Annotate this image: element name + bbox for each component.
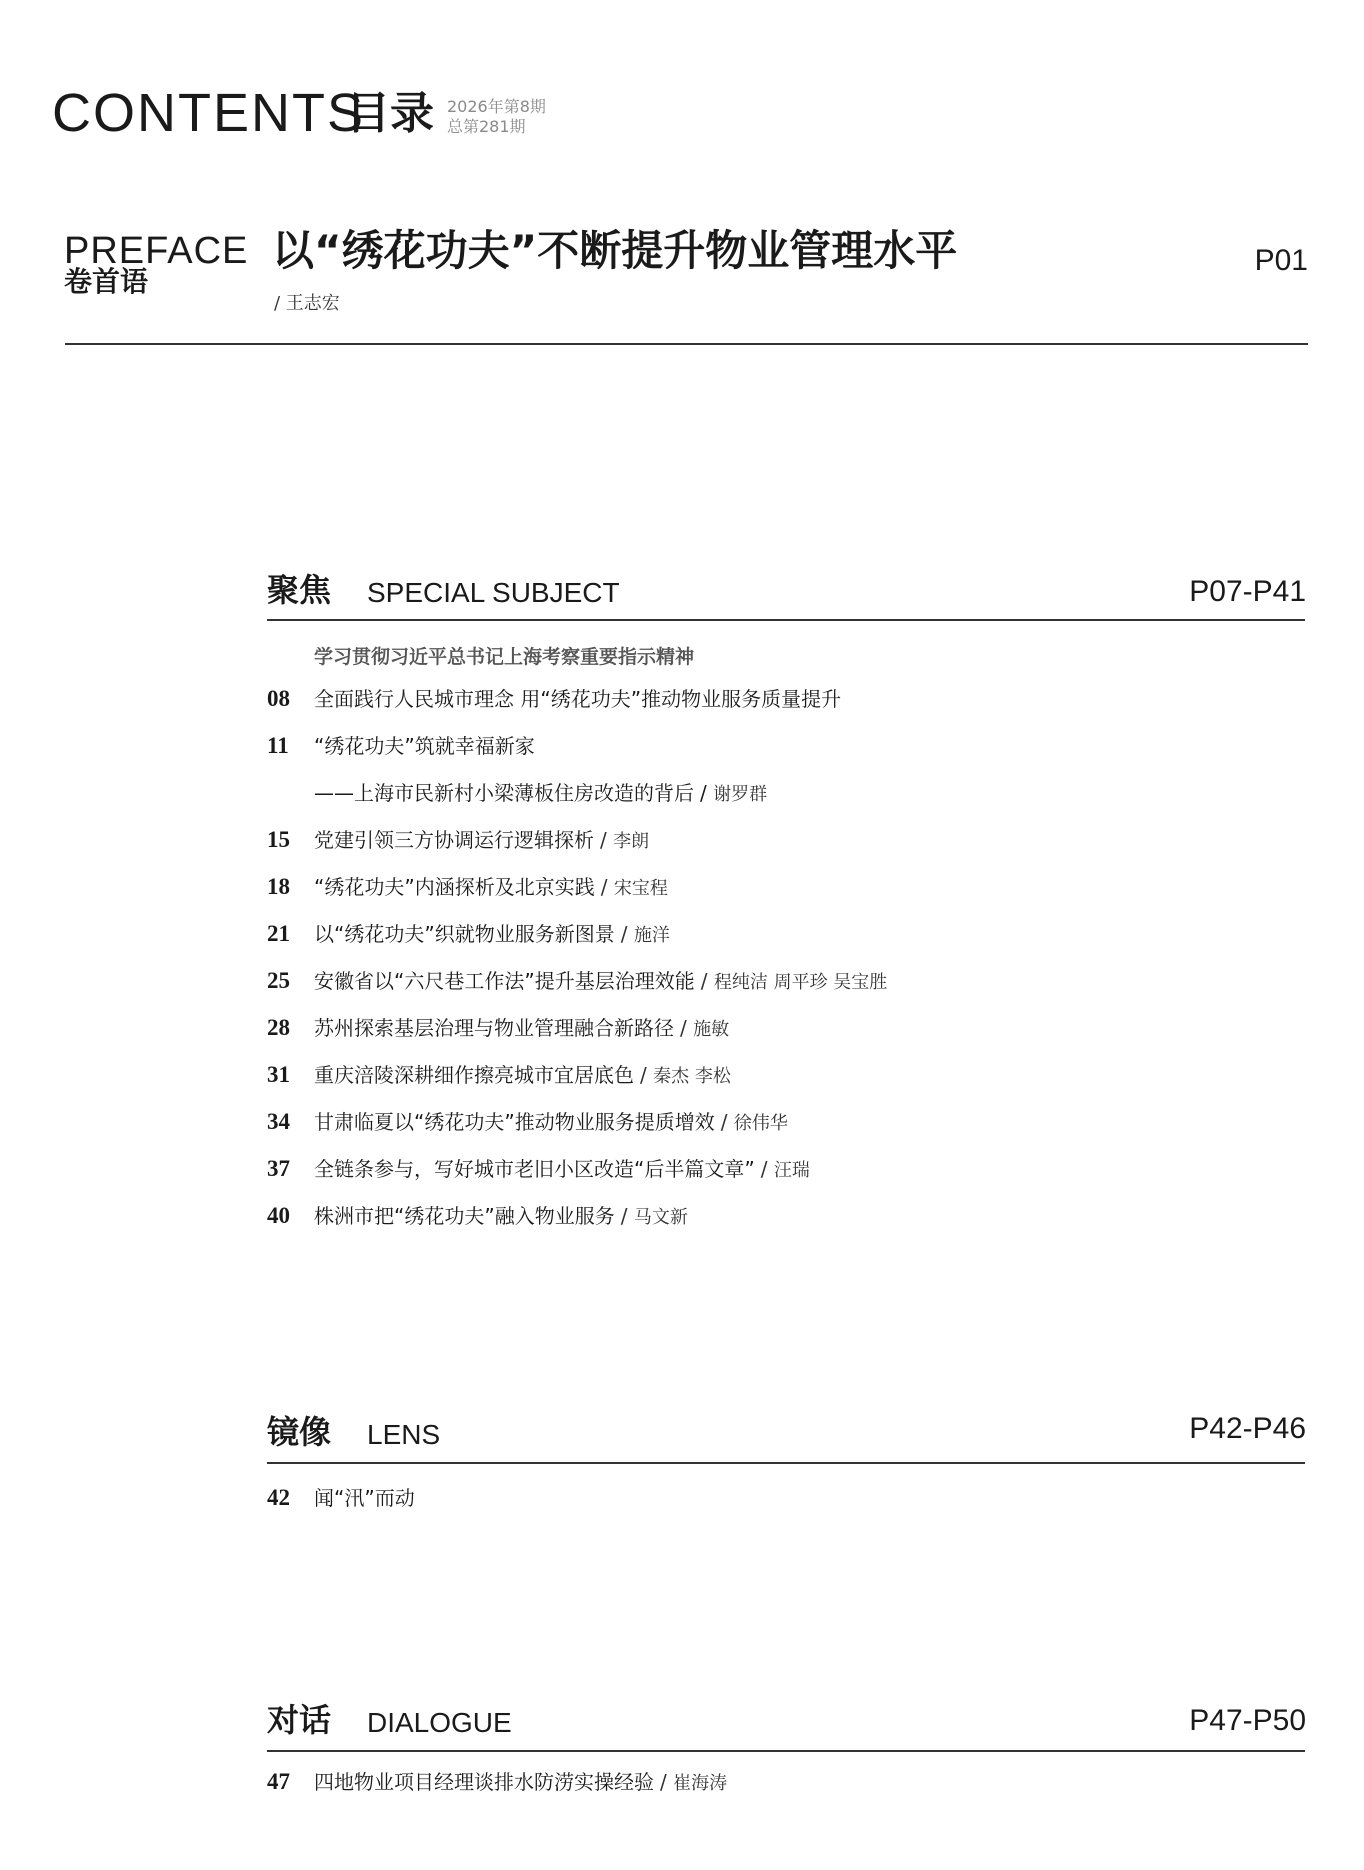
section-lens-en: LENS: [367, 1419, 441, 1450]
entry-title: 全面践行人民城市理念 用“绣花功夫”推动物业服务质量提升: [314, 687, 842, 711]
section-lens-cn: 镜像: [267, 1413, 332, 1451]
preface-page: P01: [1254, 244, 1308, 277]
author-separator: /: [620, 922, 634, 946]
preface-label-cn: 卷首语: [64, 265, 149, 298]
toc-entry[interactable]: [267, 1013, 729, 1043]
toc-entry[interactable]: [267, 1483, 415, 1513]
entry-author: 李朗: [613, 831, 650, 852]
entry-page-number: 40: [267, 1203, 290, 1228]
preface-author: / 王志宏: [274, 293, 340, 314]
preface-label-en: PREFACE: [64, 230, 249, 272]
section-special-cn: 聚焦: [267, 571, 332, 609]
author-separator: /: [720, 1110, 734, 1134]
entry-author: 汪瑞: [773, 1160, 810, 1181]
entry-subtitle: ——上海市民新村小梁薄板住房改造的背后: [314, 781, 694, 805]
entry-page-number: 42: [267, 1485, 290, 1510]
entry-author: 宋宝程: [613, 878, 668, 899]
toc-entry[interactable]: [267, 731, 535, 761]
section-special-divider: [267, 619, 1305, 621]
issue-number: 2026年第8期: [447, 97, 546, 116]
entry-page-number: 08: [267, 686, 290, 711]
entry-author: 施敏: [693, 1019, 730, 1040]
toc-entry[interactable]: [267, 872, 668, 902]
entry-author: 马文新: [633, 1207, 688, 1228]
preface-title[interactable]: 以“绣花功夫”不断提升物业管理水平: [272, 226, 958, 275]
entry-page-number: 18: [267, 874, 290, 899]
entry-page-number: 47: [267, 1769, 290, 1794]
section-dialogue-en: DIALOGUE: [367, 1707, 512, 1738]
entry-author: 秦杰 李松: [653, 1066, 731, 1087]
section-lens-page: P42-P46: [1189, 1412, 1306, 1445]
toc-entry[interactable]: [267, 684, 841, 714]
toc-entry[interactable]: [267, 1107, 788, 1137]
author-separator: /: [620, 1204, 634, 1228]
toc-entry[interactable]: [267, 919, 670, 949]
toc-entry[interactable]: [267, 825, 649, 855]
entry-page-number: 31: [267, 1062, 290, 1087]
entry-title: 安徽省以“六尺巷工作法”提升基层治理效能: [314, 969, 695, 993]
entry-page-number: 11: [267, 733, 289, 758]
preface-divider: [65, 343, 1308, 345]
toc-entry[interactable]: [267, 1201, 688, 1231]
author-separator: /: [760, 1157, 774, 1181]
toc-entry[interactable]: [267, 1154, 810, 1184]
contents-title-cn: 目录: [346, 88, 434, 139]
entry-page-number: 28: [267, 1015, 290, 1040]
entry-title: 闻“汛”而动: [314, 1486, 415, 1510]
entry-title: 全链条参与，写好城市老旧小区改造“后半篇文章”: [314, 1157, 755, 1181]
author-separator: /: [640, 1063, 654, 1087]
section-lens-divider: [267, 1462, 1305, 1464]
special-subheading: 学习贯彻习近平总书记上海考察重要指示精神: [314, 646, 695, 668]
author-separator: /: [600, 828, 614, 852]
entry-page-number: 21: [267, 921, 290, 946]
contents-title-en: CONTENTS: [52, 83, 365, 143]
entry-author: 徐伟华: [733, 1113, 788, 1134]
entry-page-number: 25: [267, 968, 290, 993]
entry-title: “绣花功夫”内涵探析及北京实践: [314, 875, 595, 899]
entry-author: 程纯洁 周平珍 吴宝胜: [713, 972, 888, 993]
issue-info: [447, 97, 546, 137]
section-special-en: SPECIAL SUBJECT: [367, 577, 620, 608]
issue-total: 总第281期: [447, 117, 526, 136]
author-separator: /: [700, 781, 714, 805]
toc-entry-subtitle: [314, 778, 767, 808]
toc-entry[interactable]: [267, 966, 887, 996]
entry-title: 以“绣花功夫”织就物业服务新图景: [314, 922, 615, 946]
entry-page-number: 37: [267, 1156, 290, 1181]
section-dialogue-page: P47-P50: [1189, 1704, 1306, 1737]
author-separator: /: [660, 1770, 674, 1794]
entry-page-number: 15: [267, 827, 290, 852]
entry-author: 施洋: [633, 925, 670, 946]
entry-title: “绣花功夫”筑就幸福新家: [314, 734, 535, 758]
section-dialogue-cn: 对话: [267, 1701, 332, 1739]
entry-title: 甘肃临夏以“绣花功夫”推动物业服务提质增效: [314, 1110, 715, 1134]
toc-entry[interactable]: [267, 1060, 731, 1090]
section-dialogue-divider: [267, 1750, 1305, 1752]
author-separator: /: [600, 875, 614, 899]
entry-title: 株洲市把“绣花功夫”融入物业服务: [314, 1204, 615, 1228]
entry-page-number: 34: [267, 1109, 290, 1134]
entry-title: 重庆涪陵深耕细作擦亮城市宜居底色: [314, 1063, 634, 1087]
author-separator: /: [680, 1016, 694, 1040]
entry-author: 谢罗群: [713, 784, 768, 805]
section-special-page: P07-P41: [1189, 575, 1306, 608]
entry-title: 党建引领三方协调运行逻辑探析: [314, 828, 594, 852]
author-separator: /: [700, 969, 714, 993]
entry-author: 崔海涛: [673, 1773, 728, 1794]
entry-title: 苏州探索基层治理与物业管理融合新路径: [314, 1016, 674, 1040]
toc-entry[interactable]: [267, 1767, 727, 1797]
entry-title: 四地物业项目经理谈排水防涝实操经验: [314, 1770, 654, 1794]
